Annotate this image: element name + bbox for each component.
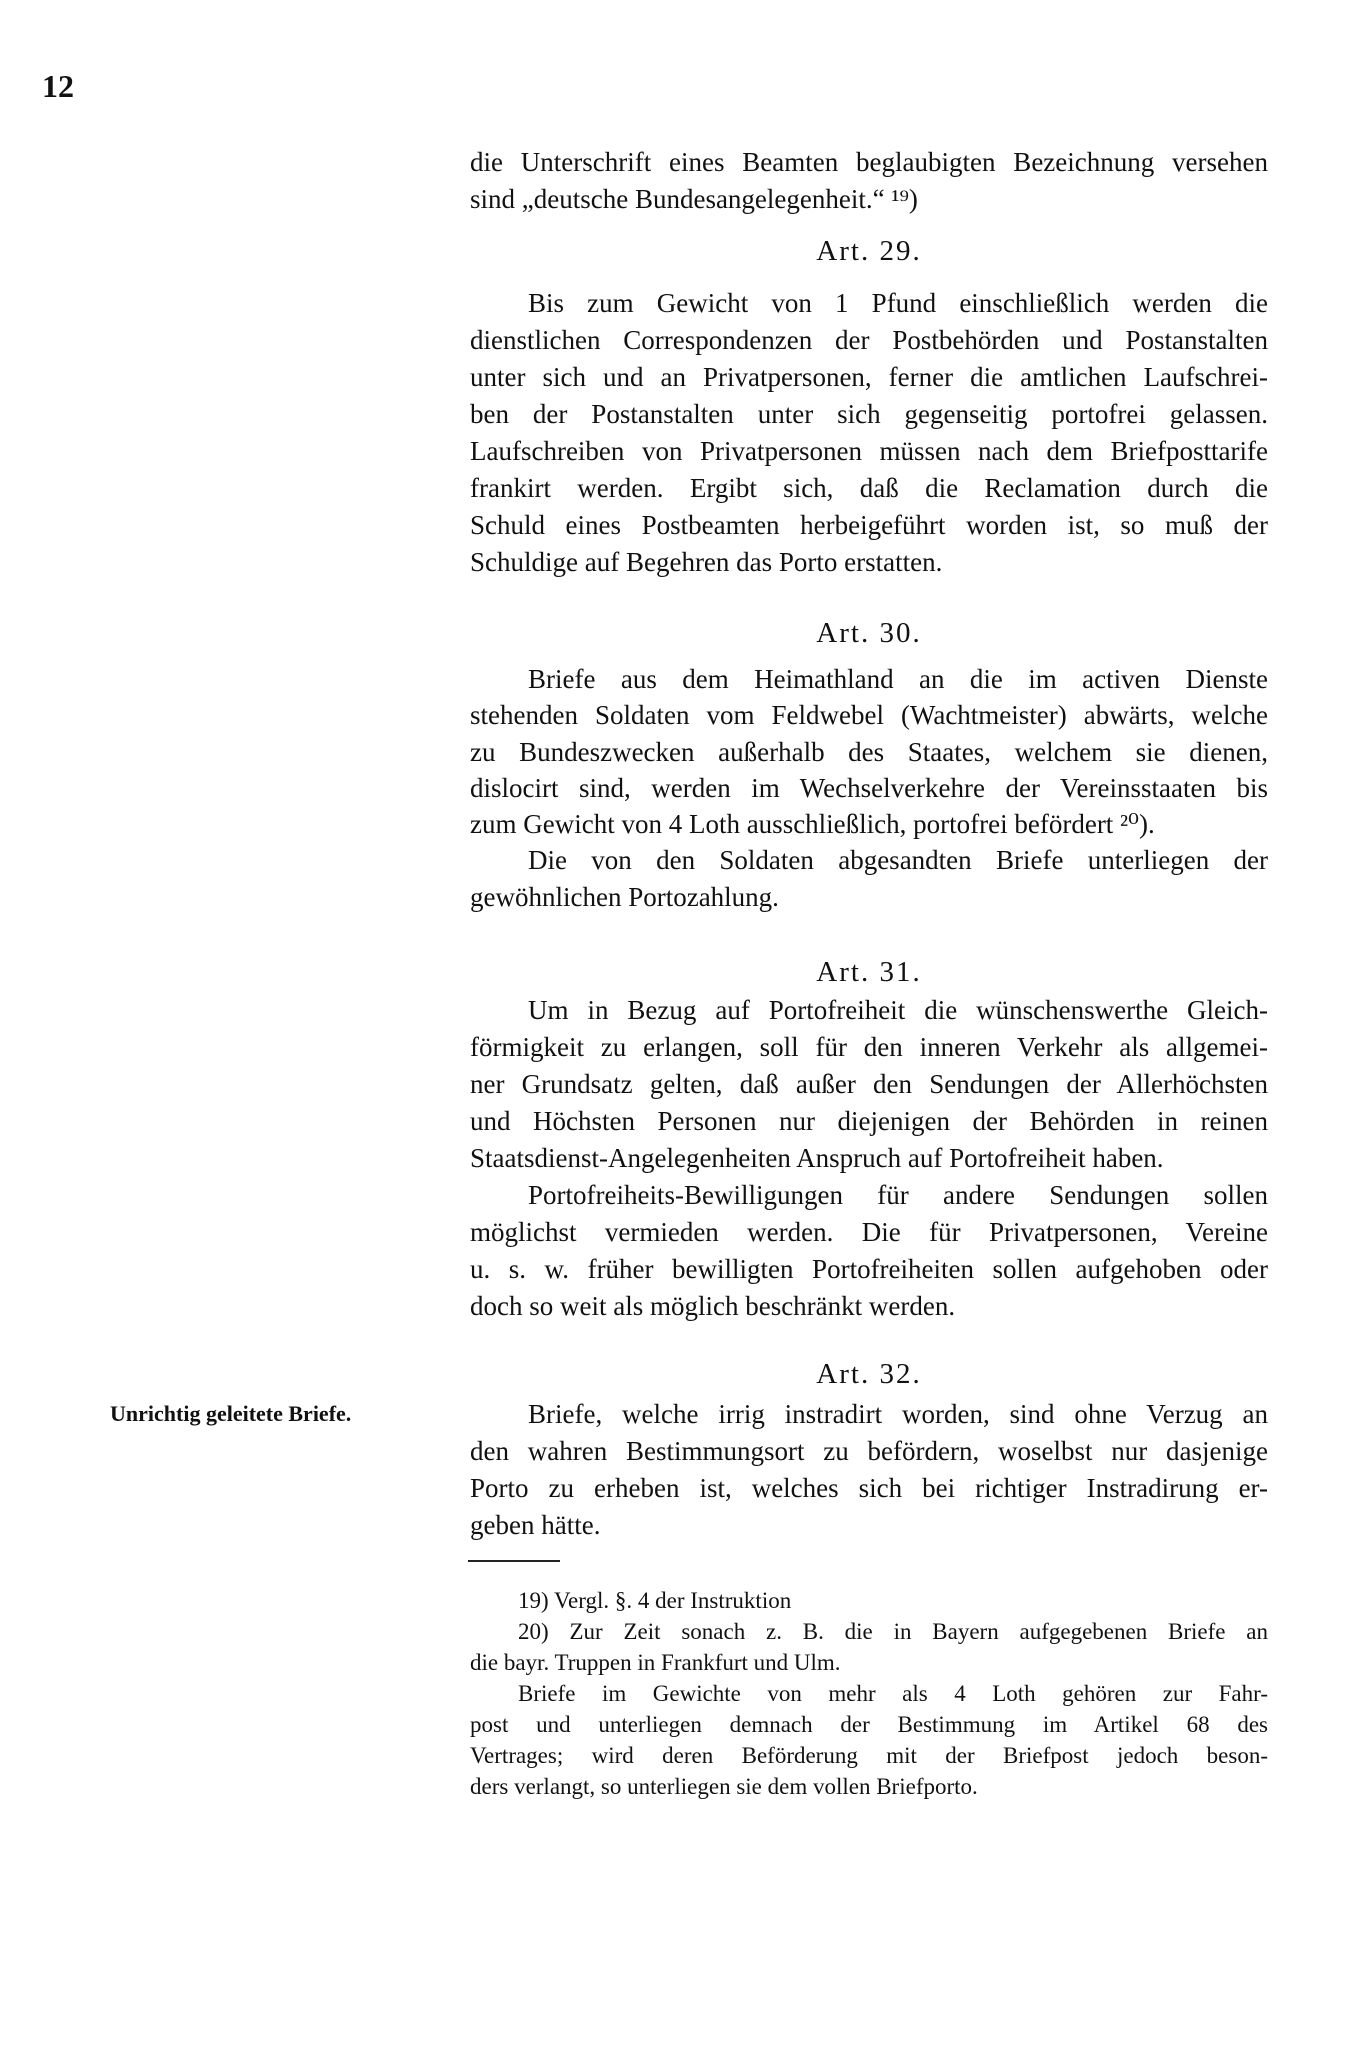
article-31-heading: Art. 31.	[816, 956, 922, 988]
text-line: und Höchsten Personen nur diejenigen der Behörden in reinen	[470, 1106, 1268, 1136]
text-line: u. s. w. früher bewilligten Portofreiheiten sollen aufgehoben oder	[470, 1254, 1268, 1284]
footnote-line: die bayr. Truppen in Frankfurt und Ulm.	[470, 1650, 841, 1675]
text-line: die Unterschrift eines Beamten beglaubigten Bezeichnung versehen	[470, 147, 1268, 177]
article-30-body	[470, 661, 1268, 915]
text-line: gewöhnlichen Portozahlung.	[470, 881, 779, 912]
text-line: Die von den Soldaten abgesandten Briefe unterliegen der	[528, 845, 1268, 876]
text-line: stehenden Soldaten vom Feldwebel (Wachtmeister) abwärts, welche	[470, 700, 1268, 731]
text-line: ben der Postanstalten unter sich gegenseitig portofrei gelassen.	[470, 399, 1268, 429]
text-line: möglichst vermieden werden. Die für Privatpersonen, Vereine	[470, 1217, 1268, 1247]
text-line: dienstlichen Correspondenzen der Postbehörden und Postanstalten	[470, 325, 1268, 355]
footnotes	[470, 1585, 1268, 1802]
article-32-heading: Art. 32.	[816, 1358, 922, 1390]
text-line: Schuld eines Postbeamten herbeigeführt worden ist, so muß der	[470, 510, 1268, 540]
text-line: unter sich und an Privatpersonen, ferner die amtlichen Laufschrei-	[470, 362, 1268, 392]
margin-note: Unrichtig geleitete Briefe.	[110, 1401, 352, 1426]
text-line: Laufschreiben von Privatpersonen müssen nach dem Briefposttarife	[470, 436, 1268, 466]
text-line: Portofreiheits-Bewilligungen für andere Sendungen sollen	[528, 1180, 1268, 1210]
article-31-body	[470, 992, 1268, 1325]
article-29-heading: Art. 29.	[816, 235, 922, 267]
article-29-body	[470, 285, 1268, 581]
page-number: 12	[42, 68, 74, 104]
footnote-line: Vertrages; wird deren Beförderung mit der Briefpost jedoch beson-	[470, 1743, 1268, 1768]
article-30-heading: Art. 30.	[816, 617, 922, 649]
intro-paragraph	[470, 144, 1268, 218]
text-line: Briefe, welche irrig instradirt worden, sind ohne Verzug an	[528, 1399, 1268, 1429]
text-line: zum Gewicht von 4 Loth ausschließlich, portofrei befördert ²⁰).	[470, 809, 1155, 840]
text-line: den wahren Bestimmungsort zu befördern, woselbst nur dasjenige	[470, 1436, 1268, 1466]
footnote-line: Briefe im Gewichte von mehr als 4 Loth gehören zur Fahr-	[518, 1681, 1268, 1706]
text-line: dislocirt sind, werden im Wechselverkehre der Vereinsstaaten bis	[470, 772, 1268, 803]
text-line: förmigkeit zu erlangen, soll für den inneren Verkehr als allgemei-	[470, 1032, 1268, 1062]
text-line: sind „deutsche Bundesangelegenheit.“ ¹⁹)	[470, 184, 918, 214]
text-line: Staatsdienst-Angelegenheiten Anspruch auf Portofreiheit haben.	[470, 1143, 1164, 1173]
footnote-line: post und unterliegen demnach der Bestimmung im Artikel 68 des	[470, 1712, 1268, 1737]
text-line: Schuldige auf Begehren das Porto erstatten.	[470, 547, 943, 577]
article-32-body	[470, 1396, 1268, 1544]
footnote-line: ders verlangt, so unterliegen sie dem vollen Briefporto.	[470, 1774, 978, 1799]
footnote-line: 20) Zur Zeit sonach z. B. die in Bayern aufgegebenen Briefe an	[518, 1619, 1268, 1644]
text-line: zu Bundeszwecken außerhalb des Staates, welchem sie dienen,	[470, 736, 1268, 767]
text-line: geben hätte.	[470, 1510, 601, 1540]
footnote-divider	[468, 1560, 560, 1562]
text-line: Um in Bezug auf Portofreiheit die wünschenswerthe Gleich-	[528, 995, 1268, 1025]
text-line: doch so weit als möglich beschränkt werden.	[470, 1291, 956, 1321]
text-line: frankirt werden. Ergibt sich, daß die Reclamation durch die	[470, 473, 1268, 503]
text-line: ner Grundsatz gelten, daß außer den Sendungen der Allerhöchsten	[470, 1069, 1268, 1099]
footnote-line: 19) Vergl. §. 4 der Instruktion	[518, 1588, 792, 1613]
text-line: Bis zum Gewicht von 1 Pfund einschließlich werden die	[528, 288, 1268, 318]
text-line: Porto zu erheben ist, welches sich bei richtiger Instradirung er-	[470, 1473, 1268, 1503]
text-line: Briefe aus dem Heimathland an die im activen Dienste	[528, 664, 1268, 694]
